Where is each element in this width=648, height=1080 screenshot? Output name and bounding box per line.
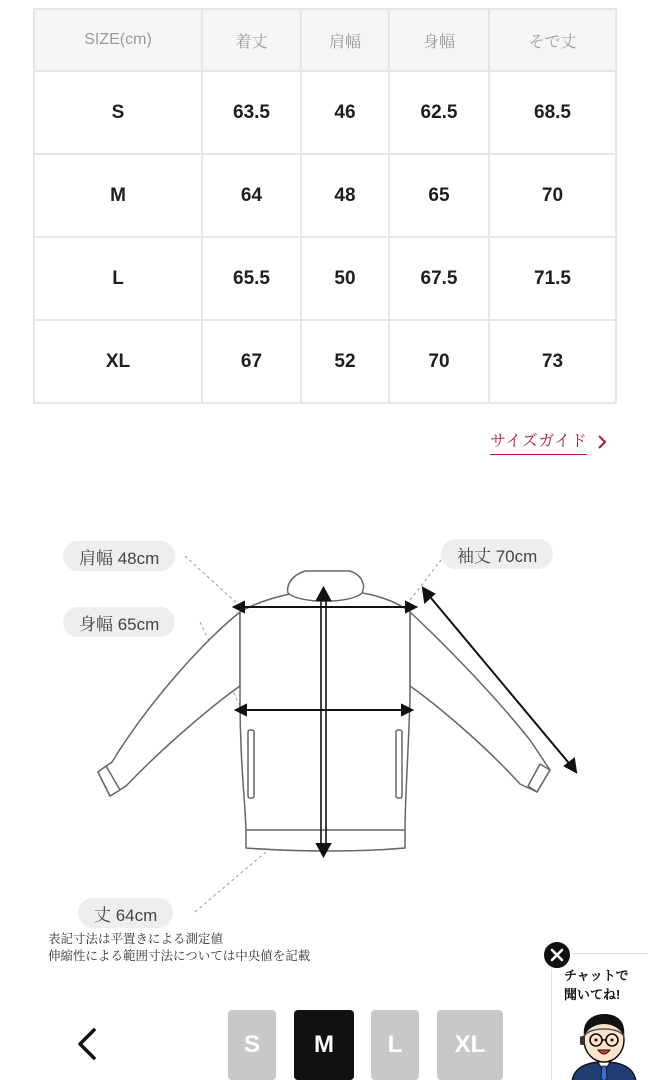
chat-text-line: チャットで [564, 968, 629, 983]
table-cell: 68.5 [489, 71, 616, 154]
table-cell: 65 [389, 154, 489, 237]
size-option-m[interactable]: M [294, 1010, 354, 1080]
table-cell: 65.5 [202, 237, 301, 320]
table-cell: 48 [301, 154, 389, 237]
table-cell: 63.5 [202, 71, 301, 154]
table-cell: 67.5 [389, 237, 489, 320]
table-header-row [34, 9, 616, 71]
table-cell: L [34, 237, 202, 320]
chat-widget[interactable] [551, 953, 648, 1080]
note-line: 表記寸法は平置きによる測定値 [48, 932, 224, 946]
table-row [34, 320, 616, 403]
table-cell: 70 [489, 154, 616, 237]
size-table [33, 8, 617, 404]
size-guide-label: サイズガイド [490, 428, 587, 455]
table-cell: 67 [202, 320, 301, 403]
table-row [34, 237, 616, 320]
table-cell: 70 [389, 320, 489, 403]
table-cell: S [34, 71, 202, 154]
close-glyph [550, 948, 564, 962]
chevron-right-icon [595, 435, 609, 449]
table-cell: 71.5 [489, 237, 616, 320]
header-body-width: 身幅 [389, 9, 489, 71]
table-row [34, 154, 616, 237]
length-measure-label: 丈 64cm [78, 898, 173, 928]
chevron-left-icon[interactable] [70, 1022, 106, 1066]
table-cell: 73 [489, 320, 616, 403]
chat-text [564, 966, 629, 1004]
body-width-measure-label: 身幅 65cm [63, 607, 175, 637]
chat-text-line: 聞いてね! [564, 987, 621, 1002]
sleeve-measure-label: 袖丈 70cm [441, 539, 553, 569]
header-length: 着丈 [202, 9, 301, 71]
close-icon[interactable] [542, 940, 572, 970]
table-cell: 50 [301, 237, 389, 320]
note-line: 伸縮性による範囲寸法については中央値を記載 [48, 949, 311, 963]
table-cell: 52 [301, 320, 389, 403]
header-shoulder: 肩幅 [301, 9, 389, 71]
size-option-l[interactable]: L [371, 1010, 419, 1080]
table-cell: 46 [301, 71, 389, 154]
staff-avatar-icon [564, 1006, 644, 1080]
size-guide-link[interactable] [490, 428, 609, 455]
table-row [34, 71, 616, 154]
measurement-notes [48, 931, 310, 965]
shoulder-measure-label: 肩幅 48cm [63, 541, 175, 571]
header-size: SIZE(cm) [34, 9, 202, 71]
table-cell: 62.5 [389, 71, 489, 154]
table-cell: 64 [202, 154, 301, 237]
table-cell: XL [34, 320, 202, 403]
table-cell: M [34, 154, 202, 237]
size-option-s[interactable]: S [228, 1010, 276, 1080]
size-option-xl[interactable]: XL [437, 1010, 503, 1080]
jacket-measurement-diagram [0, 530, 648, 930]
header-sleeve: そで丈 [489, 9, 616, 71]
